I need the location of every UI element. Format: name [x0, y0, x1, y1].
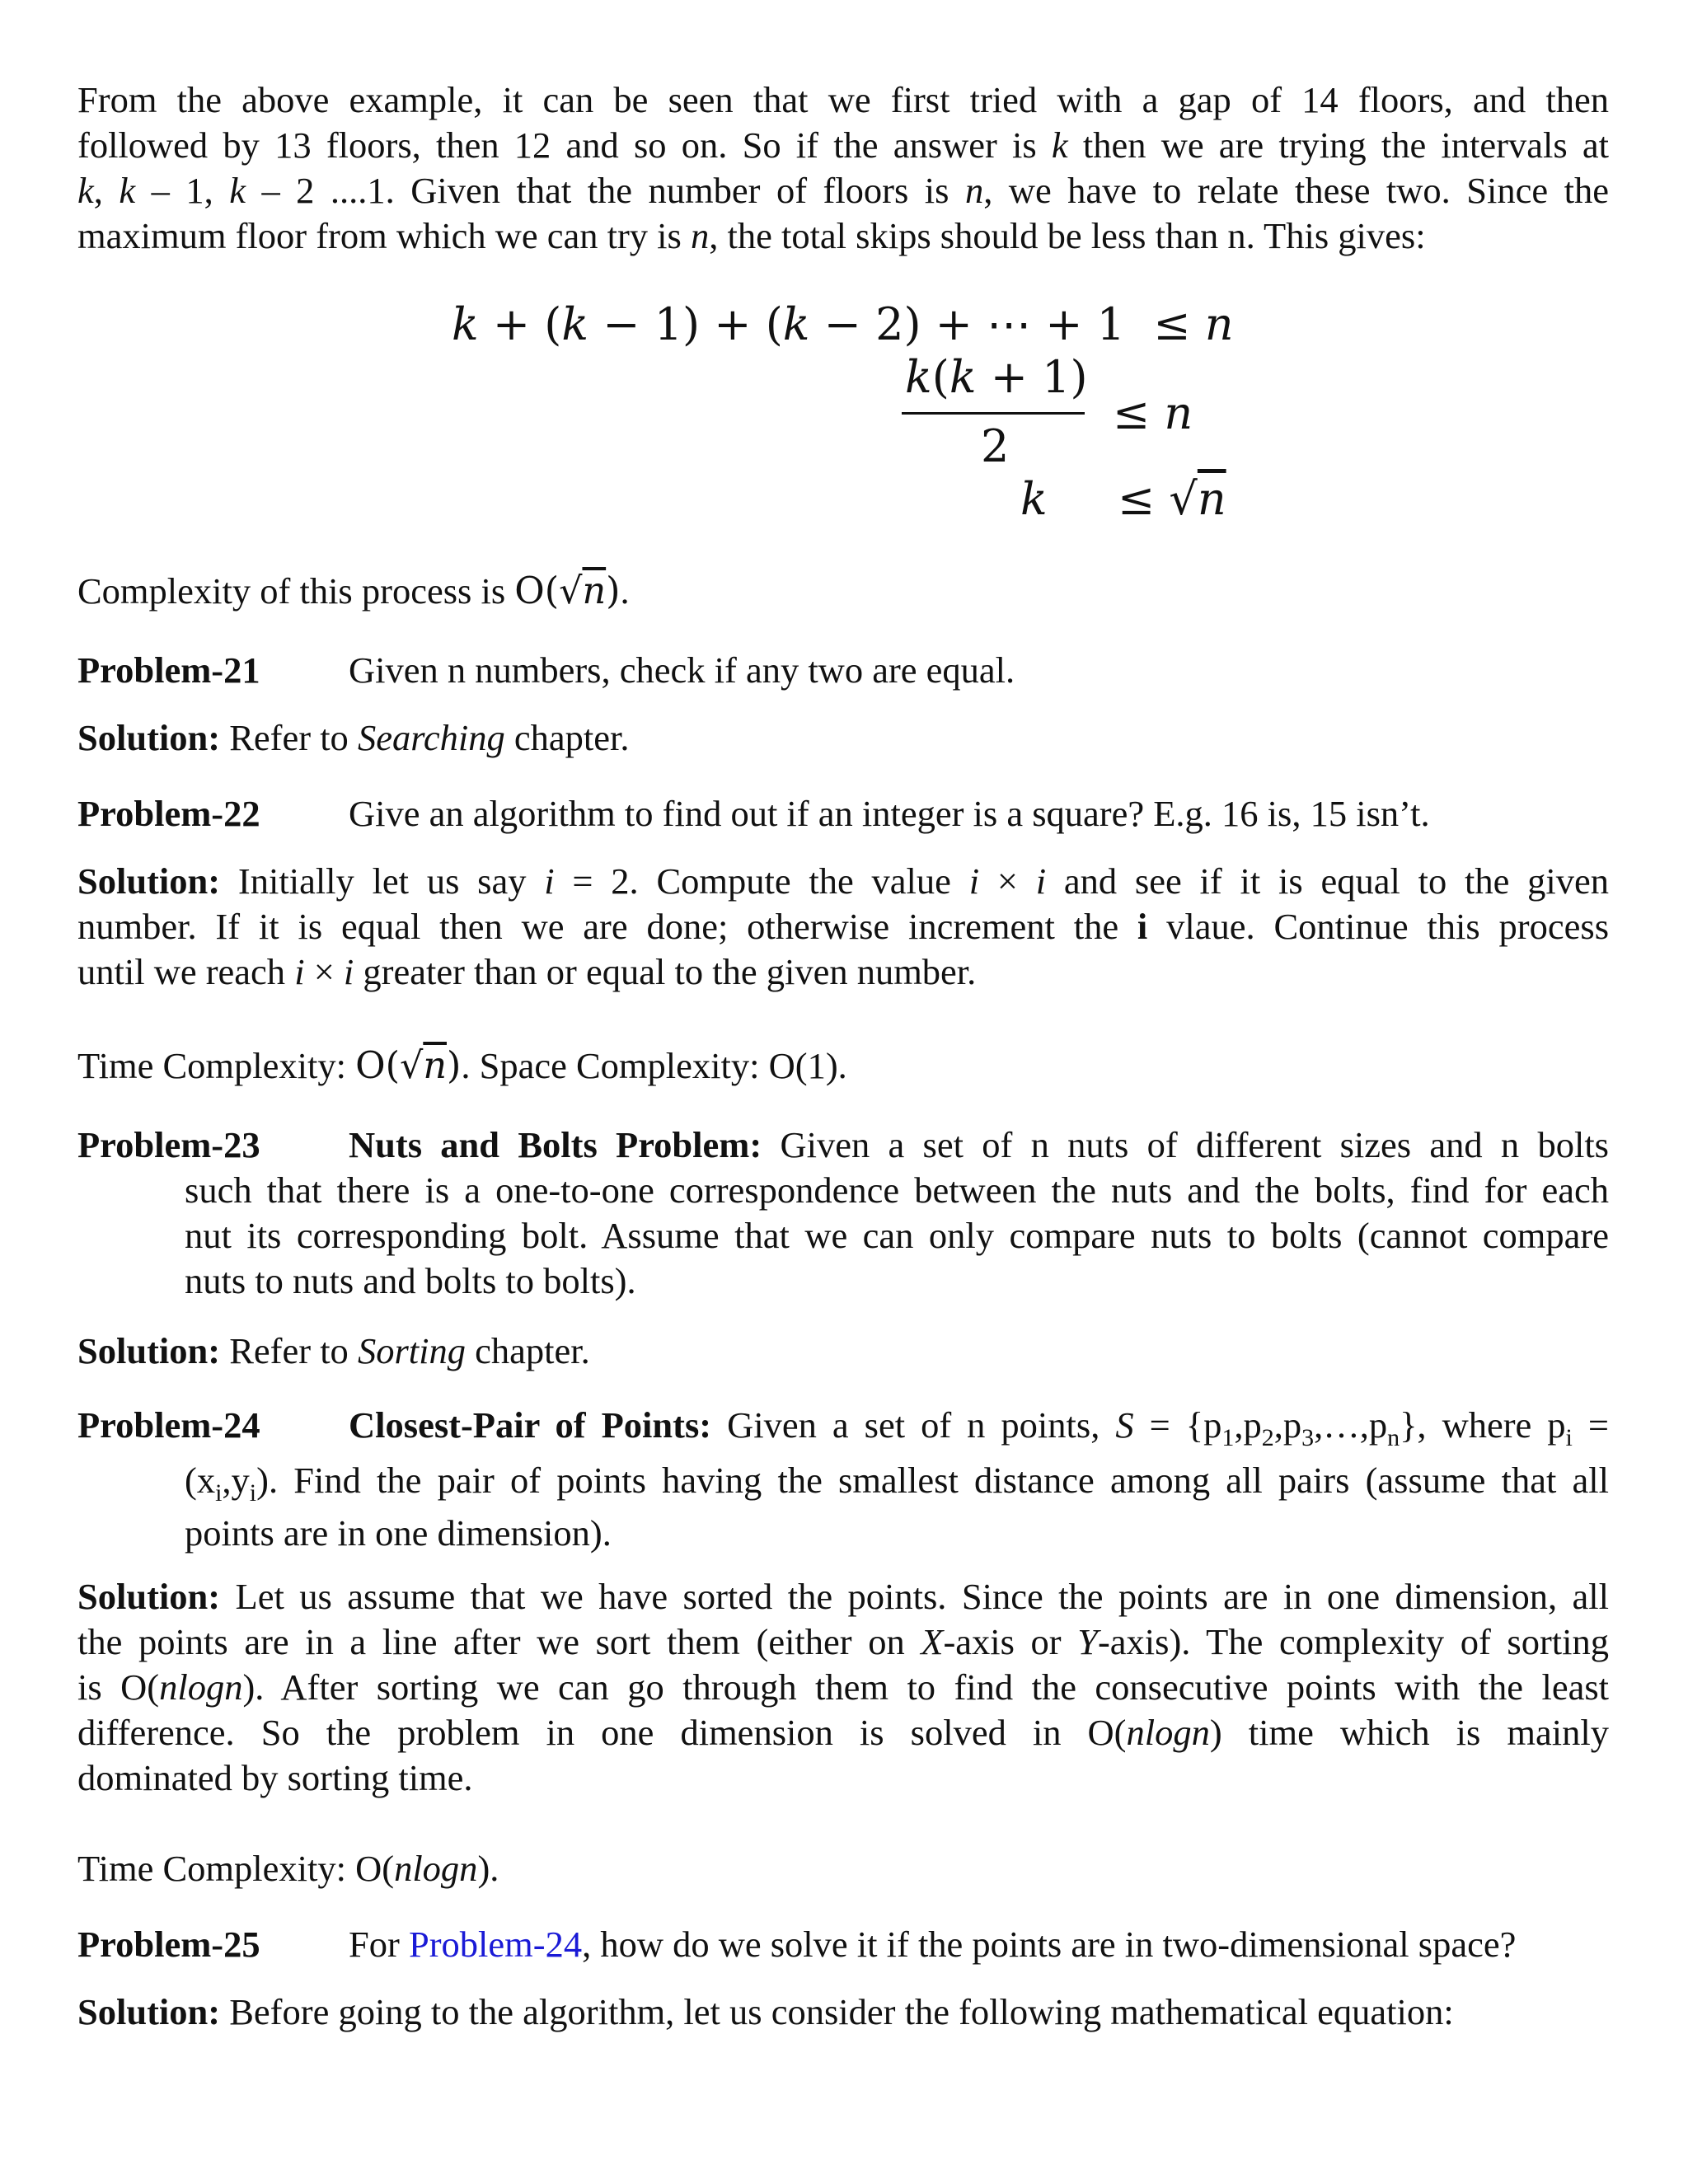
equation-fraction-denominator: 2 — [981, 420, 1010, 472]
problem-24-body — [185, 1454, 1609, 1559]
problem-23-line-4: nuts to nuts and bolts to bolts). — [185, 1260, 636, 1301]
problem-23 — [77, 1122, 1609, 1168]
equation-sum: k + (k − 1) + (k − 2) + ⋯ + 1 ≤ n — [452, 298, 1234, 350]
fraction-bar — [902, 412, 1085, 415]
equation-fraction-numerator: k(k + 1) — [905, 351, 1088, 403]
problem-24-link[interactable]: Problem-24 — [408, 1924, 583, 1965]
problem-25-label: Problem-25 — [77, 1924, 260, 1965]
intro-line-1: From the above example, it can be seen that we first tried with a gap of 14 floors, and then — [77, 79, 1609, 120]
problem-22-text: Give an algorithm to find out if an integer is a square? E.g. 16 is, 15 isn’t. — [349, 793, 1430, 834]
problem-24-sol-line-2: the points are in a line after we sort them (either on X-axis or Y-axis). The complexity of sorting — [77, 1621, 1609, 1662]
intro-paragraph — [77, 77, 1609, 259]
problem-21-solution: Solution: Refer to Searching chapter. — [77, 717, 630, 758]
problem-22 — [77, 791, 1609, 837]
problem-22-solution — [77, 859, 1609, 995]
intro-line-2 — [77, 123, 1609, 168]
problem-23-line-2: such that there is a one-to-one correspondence between the nuts and the bolts, find for each — [185, 1169, 1609, 1211]
problem-24 — [77, 1403, 1609, 1451]
problem-24-line-3: points are in one dimension). — [185, 1512, 612, 1554]
problem-24-line-1: Problem-24 Closest-Pair of Points: Given a set of n points, $S = \{p_1,p_2,p_3,\dots,p_n\}$, where $p_i$ = — [77, 1404, 1609, 1451]
problem-23-solution: Solution: Refer to Sorting chapter. — [77, 1330, 590, 1371]
intro-line-4: maximum floor from which we can try is n, the total skips should be less than n. This gives: — [77, 215, 1426, 256]
complexity-suffix: . — [620, 570, 630, 612]
problem-21 — [77, 648, 1609, 693]
problem-24-sol-line-4: difference. So the problem in one dimension is solved in O(nlogn) time which is mainly — [77, 1712, 1610, 1753]
problem-21-text: Given n numbers, check if any two are equal. — [349, 649, 1015, 691]
complexity-formula: O(√n) — [514, 570, 621, 612]
problem-23-line-1: Problem-23 Nuts and Bolts Problem: Given a set of n nuts of different sizes and n bolts — [77, 1124, 1609, 1165]
intro-line-2-text: followed by 13 floors, then 12 and so on. So if the answer is k then we are trying the intervals at — [77, 124, 1609, 166]
equation-k-rhs: ≤ √n — [1118, 473, 1226, 525]
equation-fraction-rhs: ≤ n — [1113, 387, 1193, 439]
problem-24-title: Closest-Pair of Points: — [349, 1404, 712, 1446]
problem-24-sol-line-5: dominated by sorting time. — [77, 1757, 473, 1798]
problem-25: Problem-25 For Problem-24, how do we solve it if the points are in two-dimensional space? — [77, 1922, 1609, 1967]
equation-k-lhs: k — [1020, 473, 1048, 525]
problem-22-sol-line-3: until we reach i × i greater than or equal to the given number. — [77, 951, 977, 992]
problem-23-body — [185, 1168, 1609, 1304]
problem-24-sol-line-1: Solution: Let us assume that we have sorted the points. Since the points are in one dimension, all — [77, 1576, 1609, 1617]
problem-22-complexity: Time Complexity: O(√n). Space Complexity: O(1). — [77, 1045, 847, 1087]
problem-24-solution — [77, 1574, 1609, 1801]
sorting-chapter-ref: Sorting — [357, 1330, 466, 1371]
solution-label: Solution: — [77, 717, 221, 758]
complexity-line — [77, 569, 1609, 614]
problem-22-sol-line-2: number. If it is equal then we are done; otherwise increment the i vlaue. Continue this process — [77, 906, 1610, 947]
problem-24-sol-line-3: is O(nlogn). After sorting we can go through them to find the consecutive points with the least — [77, 1666, 1609, 1708]
problem-22-sol-line-1: Solution: Initially let us say i = 2. Compute the value i × i and see if it is equal to the given — [77, 860, 1609, 902]
problem-21-label: Problem-21 — [77, 649, 260, 691]
intro-line-3: k, k – 1, k – 2 ....1. Given that the number of floors is n, we have to relate these two. Since the — [77, 170, 1609, 211]
problem-25-solution: Solution: Before going to the algorithm, let us consider the following mathematical equation: — [77, 1991, 1454, 2032]
searching-chapter-ref: Searching — [357, 717, 505, 758]
complexity-prefix: Complexity of this process is — [77, 570, 515, 612]
problem-23-title: Nuts and Bolts Problem: — [349, 1124, 762, 1165]
problem-22-label: Problem-22 — [77, 793, 260, 834]
problem-24-line-2: $(x_i,y_i)$. Find the pair of points having the smallest distance among all pairs (assume that all — [185, 1460, 1609, 1507]
problem-23-line-3: nut its corresponding bolt. Assume that we can only compare nuts to bolts (cannot compare — [185, 1215, 1609, 1256]
problem-24-complexity: Time Complexity: O(nlogn). — [77, 1848, 499, 1889]
time-complexity-formula: O(√n) — [355, 1045, 462, 1087]
